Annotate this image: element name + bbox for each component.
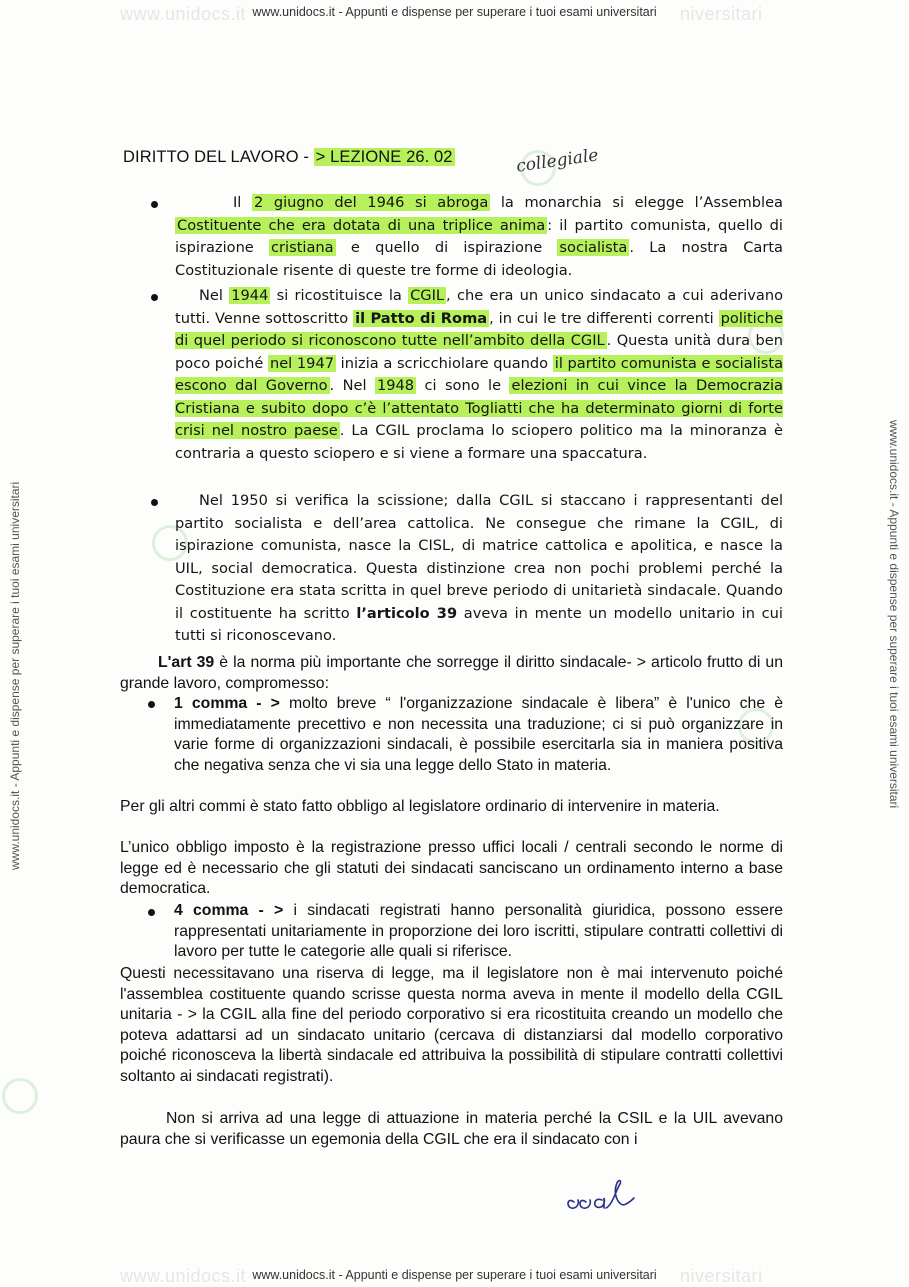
watermark-badge-icon (2, 1078, 38, 1114)
watermark-ghost-left-bottom: www.unidocs.it (120, 1266, 247, 1286)
bullet-icon (148, 701, 155, 708)
paragraph-obbligo-registrazione: L’unico obbligo imposto è la registrazione presso uffici locali / centrali secondo le norme di legge ed è necessario che gli statuti dei sindacati sanciscano un ordinamento interno a base democratica. (120, 839, 783, 897)
paragraph-art39-intro: L'art 39 è la norma più importante che sorregge il diritto sindacale- > articolo frutto di un grande lavoro, compromesso: (120, 654, 783, 692)
watermark-top: www.unidocs.it - Appunti e dispense per superare i tuoi esami universitari (252, 5, 657, 19)
watermark-ghost-right: niversitari (680, 4, 763, 24)
paragraph-scissione-1950: Nel 1950 si verifica la scissione; dalla CGIL si staccano i rappresentanti del partito socialista e dell’area cattolica. Ne consegue che rimane la CGIL, di ispirazione comunista, nasce la CISL, di matrice cattolica e apolitica, e nasce la UIL, social democratica. Questa distinzione crea non pochi problemi perché la Costituzione era stata scritta in quel breve periodo di unitarietà sindacale. Quando il costituente ha scritto l’articolo 39 aveva in mente un modello unitario in cui tutti si riconoscevano. (175, 492, 783, 644)
bullet-icon (151, 201, 158, 208)
paragraph-altri-commi: Per gli altri commi è stato fatto obbligo al legislatore ordinario di intervenire in materia. (120, 798, 720, 815)
paragraph-comma-1: 1 comma - > molto breve “ l'organizzazione sindacale è libera” è l'unico che è immediatamente precettivo e non necessita una traduzione; ci si può organizzare in varie forme di organizzazioni sindacali, è possibile esercitarla sia in maniera positiva che negativa senza che vi sia una legge dello Stato in materia. (174, 695, 783, 774)
handwritten-note: collegiale (515, 145, 600, 177)
watermark-side-left: www.unidocs.it - Appunti e dispense per superare i tuoi esami universitari (8, 481, 22, 870)
paragraph-legge-attuazione: Non si arriva ad una legge di attuazione in materia perché la CSIL e la UIL avevano paura che si verificasse un egemonia della CGIL che era il sindacato con i (120, 1110, 783, 1148)
handwritten-signature (560, 1176, 650, 1218)
document-title (123, 148, 455, 167)
watermark-side-right: www.unidocs.it - Appunti e dispense per superare i tuoi esami universitari (887, 420, 901, 809)
bullet-icon (151, 294, 158, 301)
paragraph-cgil-1944: Nel 1944 si ricostituisce la CGIL , che era un unico sindacato a cui aderivano tutti. Venne sottoscritto il Patto di Roma , in cui le tre differenti correnti politiche di quel periodo si riconoscono tutte nell’ambito della CGIL . Questa unità dura ben poco poiché nel 1947 inizia a scricchiolare quando il partito comunista e socialista escono dal Governo . Nel 1948 ci sono le elezioni in cui vince la Democrazia Cristiana e subito dopo c’è l’attentato Togliatti che ha determinato giorni di forte crisi nel nostro paese . La CGIL proclama lo sciopero politico ma la minoranza è contraria a questo sciopero e si viene a formare una spaccatura. (175, 287, 784, 462)
watermark-ghost-right-bottom: niversitari (680, 1266, 763, 1286)
watermark-ghost-left: www.unidocs.it (120, 4, 247, 24)
title-highlight: > LEZIONE 26. 02 (315, 148, 453, 166)
title-prefix: DIRITTO DEL LAVORO - (123, 148, 314, 166)
bullet-icon (148, 909, 155, 916)
watermark-bottom: www.unidocs.it - Appunti e dispense per superare i tuoi esami universitari (252, 1268, 657, 1282)
paragraph-riserva-di-legge: Questi necessitavano una riserva di legge, ma il legislatore non è mai intervenuto poiché l'assemblea costituente quando scrisse questa norma aveva in mente il modello della CGIL unitaria - > la CGIL alla fine del periodo corporativo si era ricostituita creando un modello che poteva adattarsi ad un sindacato unitario (cercava di distanziarsi dal modello corporativo poiché riconosceva la libertà sindacale ed attribuiva la possibilità di stipulare contratti collettivi soltanto ai sindacati registrati). (120, 965, 783, 1085)
bullet-icon (151, 499, 158, 506)
paragraph-comma-4: 4 comma - > i sindacati registrati hanno personalità giuridica, possono essere rappresentati unitariamente in proporzione dei loro iscritti, stipulare contratti collettivi di lavoro per tutte le categorie alle quali si riferisce. (174, 902, 784, 960)
paragraph-assemblea-costituente: Il 2 giugno del 1946 si abroga la monarchia si elegge l’Assemblea Costituente che era dotata di una triplice anima : il partito comunista, quello di ispirazione cristiana e quello di ispirazione socialista . La nostra Carta Costituzionale risente di queste tre forme di ideologia. (175, 194, 783, 279)
